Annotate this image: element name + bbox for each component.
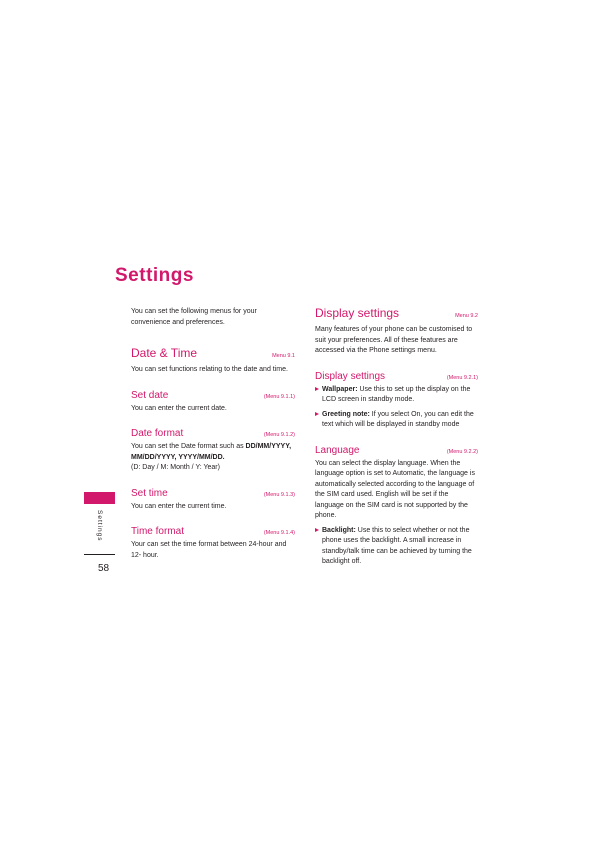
date-format-title: Date format bbox=[131, 428, 184, 439]
right-column bbox=[315, 306, 478, 568]
display-settings-desc: Many features of your phone can be customised to suit your preferences. All of these features are accessed via the Phone settings menu. bbox=[315, 326, 473, 354]
bullet-arrow-icon bbox=[315, 387, 319, 391]
date-format-desc-lead: You can set the Date format such as bbox=[131, 443, 246, 450]
page-title: Settings bbox=[115, 265, 194, 286]
date-time-heading bbox=[131, 346, 295, 360]
date-format-legend: (D: Day / M: Month / Y: Year) bbox=[131, 464, 220, 471]
wallpaper-item bbox=[315, 385, 478, 406]
time-format-heading bbox=[131, 526, 295, 537]
language-title: Language bbox=[315, 444, 360, 456]
language-menu-ref: (Menu 9.2.2) bbox=[446, 448, 478, 455]
set-date-heading bbox=[131, 390, 295, 401]
display-settings-menu-ref: Menu 9.2 bbox=[455, 313, 478, 319]
backlight-label: Backlight: bbox=[322, 526, 356, 534]
display-settings-title: Display settings bbox=[315, 306, 400, 320]
set-date-title: Set date bbox=[131, 389, 169, 401]
wallpaper-text: Use this to set up the display on the LCD screen in standby mode. bbox=[322, 385, 471, 403]
greeting-text: If you select On, you can edit the text which will be displayed in standby mode bbox=[322, 410, 474, 428]
display-settings-sub-heading bbox=[315, 371, 478, 382]
bullet-arrow-icon bbox=[315, 412, 319, 416]
date-format-desc bbox=[131, 442, 295, 474]
time-format-desc: Your can set the time format between 24-hour and 12- hour. bbox=[131, 541, 287, 559]
display-settings-sub-title: Display settings bbox=[315, 370, 386, 382]
date-time-menu-ref: Menu 9.1 bbox=[272, 353, 295, 359]
wallpaper-label: Wallpaper: bbox=[322, 385, 358, 393]
date-format-options: DD/MM/YYYY, MM/DD/YYYY, YYYY/MM/DD. bbox=[131, 443, 292, 461]
page-number-rule bbox=[84, 554, 115, 555]
date-format-heading bbox=[131, 428, 295, 439]
set-date-desc: You can enter the current date. bbox=[131, 404, 227, 412]
time-format-title: Time format bbox=[131, 526, 184, 537]
backlight-item bbox=[315, 526, 478, 568]
time-format-menu-ref: (Menu 9.1.4) bbox=[263, 530, 295, 536]
display-settings-heading bbox=[315, 306, 478, 320]
date-format-menu-ref: (Menu 9.1.2) bbox=[263, 432, 295, 438]
language-desc: You can select the display language. When the language option is set to Automatic, the language is automatically selected according to the language of the SIM card used. English will be set if the language on the SIM card is not supported by the phone. bbox=[315, 459, 475, 519]
set-time-heading bbox=[131, 488, 295, 499]
greeting-label: Greeting note: bbox=[322, 410, 370, 418]
intro-text: You can set the following menus for your convenience and preferences. bbox=[131, 308, 257, 326]
set-time-title: Set time bbox=[131, 487, 168, 499]
greeting-note-item bbox=[315, 410, 478, 431]
page-number: 58 bbox=[98, 563, 110, 574]
side-tab-label: Settings bbox=[96, 510, 103, 542]
display-settings-sub-menu-ref: (Menu 9.2.1) bbox=[446, 374, 478, 381]
bullet-arrow-icon bbox=[315, 528, 319, 532]
set-time-desc: You can enter the current time. bbox=[131, 502, 227, 510]
backlight-text: Use this to select whether or not the phone uses the backlight. A small increase in standby/talk time can be achieved by turning the backlight off. bbox=[322, 526, 472, 565]
date-time-desc: You can set functions relating to the date and time. bbox=[131, 366, 288, 373]
side-tab-marker bbox=[84, 492, 115, 504]
set-time-menu-ref: (Menu 9.1.3) bbox=[263, 491, 295, 498]
left-column bbox=[131, 307, 295, 561]
date-time-title: Date & Time bbox=[131, 346, 198, 360]
language-heading bbox=[315, 445, 478, 456]
set-date-menu-ref: (Menu 9.1.1) bbox=[263, 393, 295, 400]
